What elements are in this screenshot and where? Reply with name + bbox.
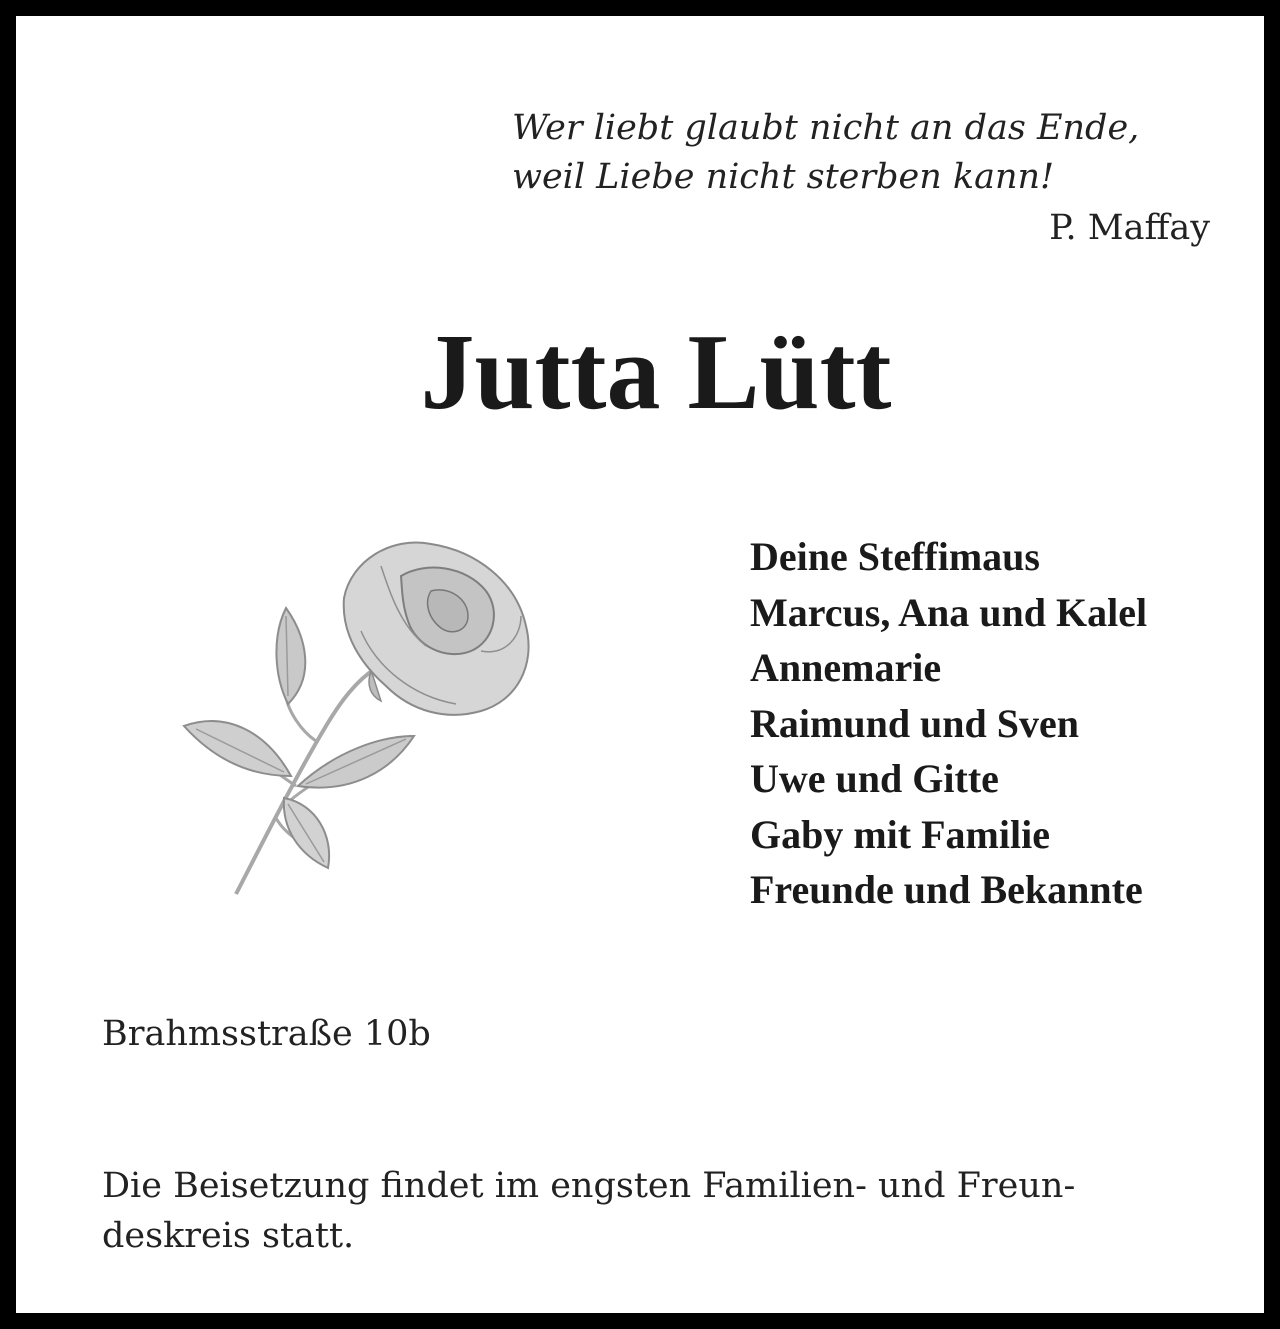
mourner-name: Annemarie	[750, 645, 942, 690]
quote-line: Wer liebt glaubt nicht an das Ende,	[512, 108, 1140, 148]
quote-line: weil Liebe nicht sterben kann!	[512, 157, 1055, 197]
quote-author: P. Maffay	[1049, 208, 1210, 248]
mourner-name: Deine Steffimaus	[750, 534, 1040, 579]
mourner-name: Uwe und Gitte	[750, 756, 999, 801]
deceased-name: Jutta Lütt	[420, 313, 892, 432]
quote-block	[512, 104, 1212, 202]
mourner-name: Marcus, Ana und Kalel	[750, 589, 1148, 635]
mourner-name: Raimund und Sven	[750, 700, 1080, 746]
notice-line: deskreis statt.	[102, 1216, 355, 1256]
mourner-name: Gaby mit Familie	[750, 811, 1050, 857]
funeral-notice	[102, 1161, 1222, 1261]
mourner-name: Freunde und Bekannte	[750, 867, 1143, 912]
leaf	[276, 608, 305, 704]
mourners-list	[750, 529, 1270, 918]
address: Brahmsstraße 10b	[102, 1014, 431, 1054]
notice-line: Die Beisetzung findet im engsten Familien- und Freun-	[102, 1166, 1076, 1206]
rose-illustration	[176, 536, 546, 901]
